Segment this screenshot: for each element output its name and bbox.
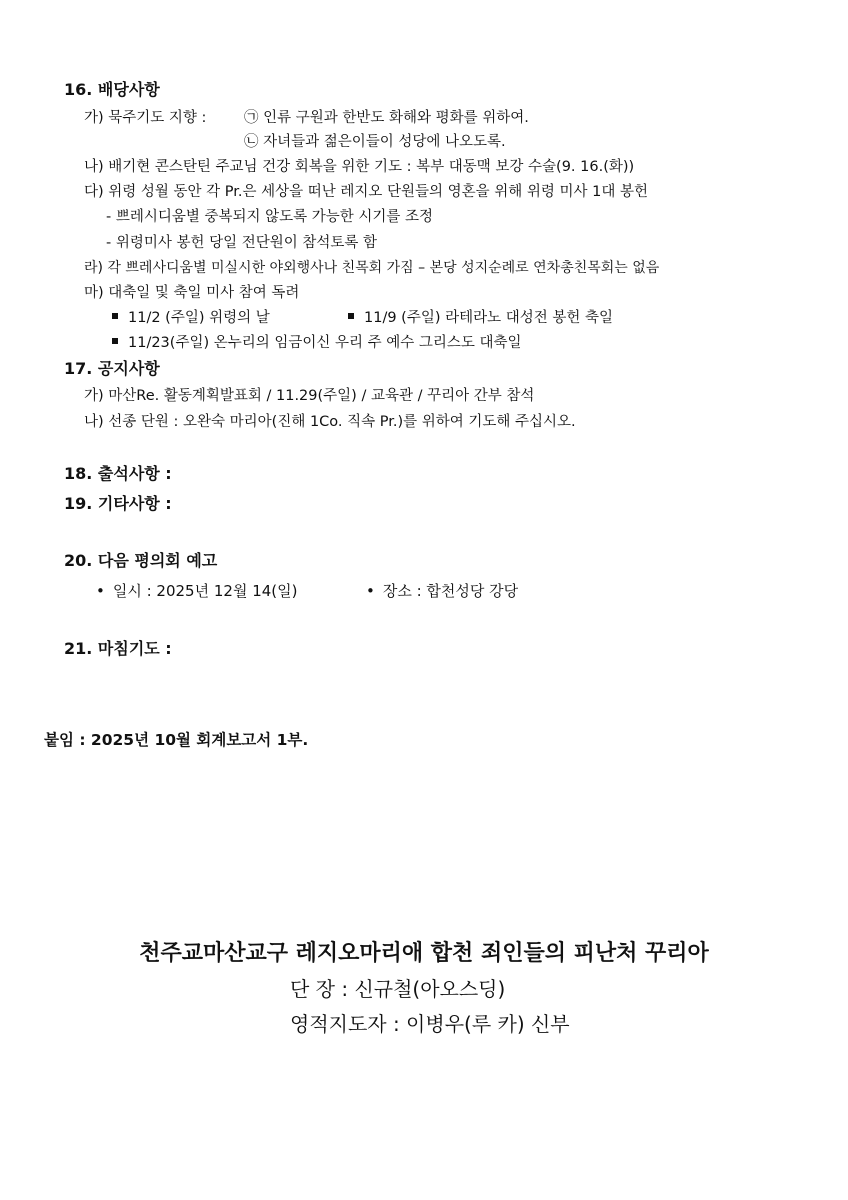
section-18-heading: 18. 출석사항 : [64,464,172,483]
feast-list-item [112,309,270,327]
square-bullet-icon [112,338,118,344]
s16-item-a1: ㉠ 인류 구원과 한반도 화해와 평화를 위하여. [244,110,529,126]
s16-item-b: 나) 배기현 콘스탄틴 주교님 건강 회복을 위한 기도 : 복부 대동맥 보강 수술(9. 16.(화)) [84,159,635,175]
s16-item-c1: - 쁘레시디움별 중복되지 않도록 가능한 시기를 조정 [106,209,434,225]
bullet-dot-icon: • [366,582,375,600]
s16-item-c2: - 위령미사 봉헌 당일 전단원이 참석토록 함 [106,235,378,251]
section-20-heading: 20. 다음 평의회 예고 [64,551,218,570]
next-meeting-place [366,582,518,600]
organization-name: 천주교마산교구 레지오마리애 합천 죄인들의 피난처 꾸리아 [139,941,709,966]
bullet-dot-icon: • [96,582,105,600]
next-meeting-date [96,582,298,600]
leader-line: 단 장 : 신규철(아오스딩) [290,977,506,1001]
s16-item-a-label: 가) 묵주기도 지향 : [84,110,207,126]
s16-item-d: 라) 각 쁘레사디움별 미실시한 야외행사나 친목회 가짐 – 본당 성지순례로 연차총친목회는 없음 [84,260,660,276]
section-21-heading: 21. 마침기도 : [64,639,172,658]
s16-item-a2: ㉡ 자녀들과 젊은이들이 성당에 나오도록. [244,134,506,150]
spiritual-director-line: 영적지도자 : 이병우(루 카) 신부 [290,1012,570,1036]
feast-list-item [112,334,522,352]
feast-3-text: 11/23(주일) 온누리의 임금이신 우리 주 예수 그리스도 대축일 [128,335,522,351]
section-17-heading: 17. 공지사항 [64,359,160,378]
square-bullet-icon [112,313,118,319]
s16-item-e: 마) 대축일 및 축일 미사 참여 독려 [84,285,300,301]
feast-list-item [348,309,613,327]
s16-item-c: 다) 위령 성월 동안 각 Pr.은 세상을 떠난 레지오 단원들의 영혼을 위해 위령 미사 1대 봉헌 [84,184,648,200]
section-16-heading: 16. 배당사항 [64,80,160,99]
section-19-heading: 19. 기타사항 : [64,494,172,513]
next-meeting-place-text: 장소 : 합천성당 강당 [382,582,519,600]
feast-1-text: 11/2 (주일) 위령의 날 [128,310,270,326]
s17-item-b: 나) 선종 단원 : 오완숙 마리아(진해 1Co. 직속 Pr.)를 위하여 기도해 주십시오. [84,414,576,430]
square-bullet-icon [348,313,354,319]
s17-item-a: 가) 마산Re. 활동계획발표회 / 11.29(주일) / 교육관 / 꾸리아 간부 참석 [84,388,535,404]
next-meeting-date-text: 일시 : 2025년 12월 14(일) [112,582,298,600]
attachment-note: 붙임 : 2025년 10월 회계보고서 1부. [44,731,309,749]
feast-2-text: 11/9 (주일) 라테라노 대성전 봉헌 축일 [364,310,614,326]
